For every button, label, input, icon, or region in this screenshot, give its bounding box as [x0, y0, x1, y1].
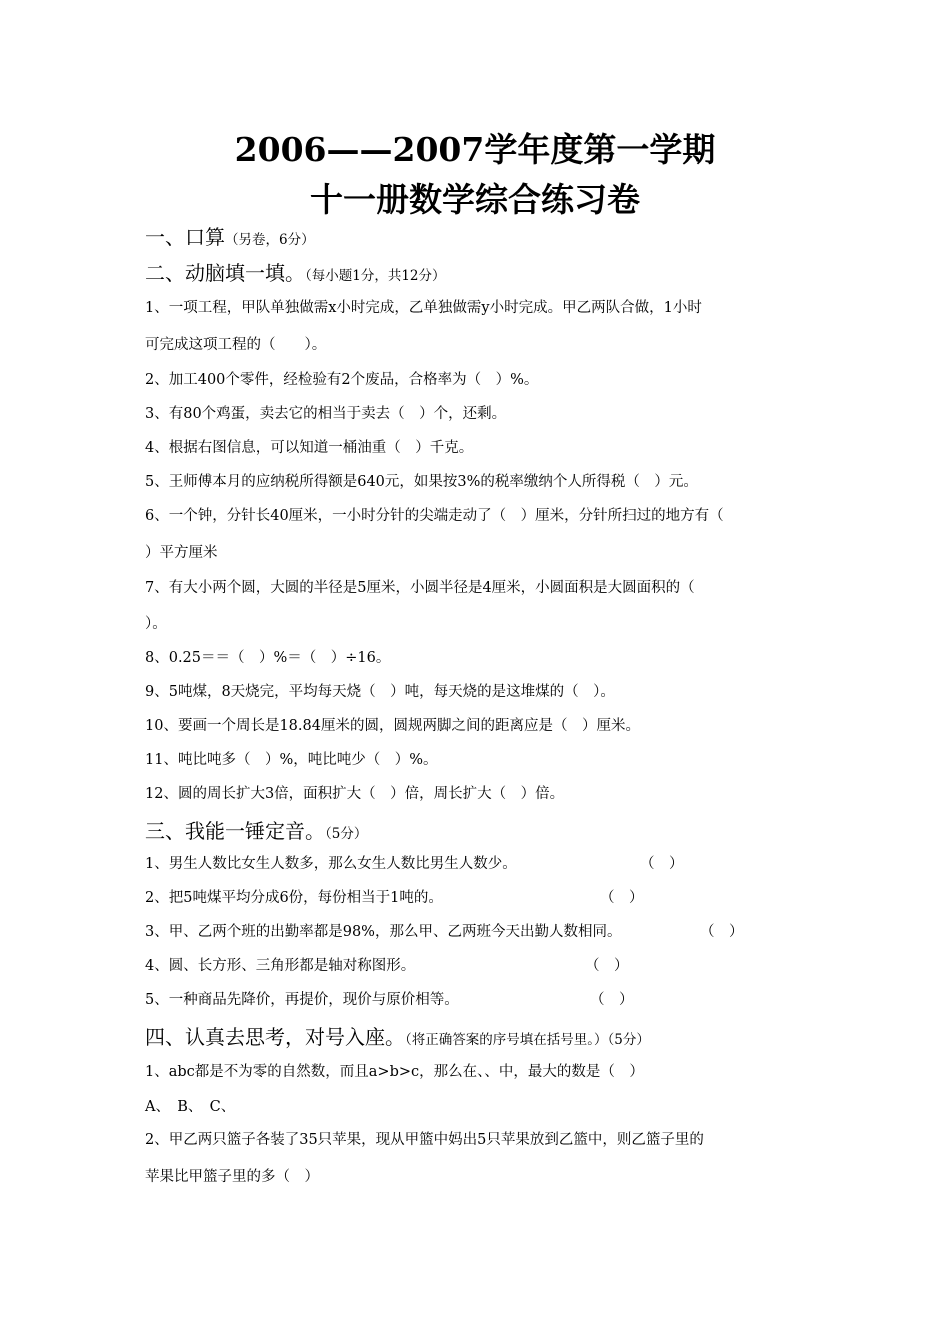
section-3-heading — [145, 818, 367, 847]
answer-parentheses: （ ） — [700, 924, 744, 940]
section-4-note: （将正确答案的序号填在括号里。）（5分） — [405, 1032, 650, 1048]
section-1-title: 一、口算 — [145, 225, 225, 249]
section-3-note: （5分） — [325, 826, 368, 842]
section-2-heading — [145, 260, 446, 289]
question-line: ）。 — [145, 616, 167, 632]
question-line: 1、一项工程，甲队单独做需x小时完成，乙单独做需y小时完成。甲乙两队合做，1小时 — [145, 300, 702, 316]
section-1-heading — [145, 224, 315, 253]
judgement-line: 1、男生人数比女生人数多，那么女生人数比男生人数少。 — [145, 856, 517, 872]
judgement-line: 2、把5吨煤平均分成6份，每份相当于1吨的。 — [145, 890, 443, 906]
judgement-line: 3、甲、乙两个班的出勤率都是98%，那么甲、乙两班今天出勤人数相同。 — [145, 924, 622, 940]
question-line: 5、王师傅本月的应纳税所得额是640元，如果按3%的税率缴纳个人所得税（ ）元。 — [145, 474, 698, 490]
choice-options: A、 B、 C、 — [145, 1099, 236, 1115]
section-2-note: （每小题1分，共12分） — [305, 268, 446, 284]
title-line-1: 2006——2007学年度第一学期 — [234, 130, 716, 169]
question-line: 3、有80个鸡蛋，卖去它的相当于卖去（ ）个，还剩。 — [145, 406, 507, 422]
section-2-title: 二、动脑填一填。 — [145, 261, 305, 285]
answer-parentheses: （ ） — [590, 992, 634, 1008]
answer-parentheses: （ ） — [585, 958, 629, 974]
question-line: 6、一个钟，分针长40厘米，一小时分针的尖端走动了（ ）厘米，分针所扫过的地方有（ — [145, 508, 724, 524]
question-line: 12、圆的周长扩大3倍，面积扩大（ ）倍，周长扩大（ ）倍。 — [145, 786, 565, 802]
question-line: 10、要画一个周长是18.84厘米的圆，圆规两脚之间的距离应是（ ）厘米。 — [145, 718, 640, 734]
question-line: 2、加工400个零件，经检验有2个废品，合格率为（ ）%。 — [145, 372, 539, 388]
question-line: 7、有大小两个圆，大圆的半径是5厘米，小圆半径是4厘米，小圆面积是大圆面积的（ — [145, 580, 695, 596]
answer-parentheses: （ ） — [640, 856, 684, 872]
question-line: 4、根据右图信息，可以知道一桶油重（ ）千克。 — [145, 440, 474, 456]
question-line: ）平方厘米 — [145, 545, 218, 561]
choice-question-line: 2、甲乙两只篮子各装了35只苹果，现从甲篮中妈出5只苹果放到乙篮中，则乙篮子里的 — [145, 1132, 704, 1148]
question-line: 可完成这项工程的（ ）。 — [145, 337, 327, 353]
judgement-line: 5、一种商品先降价，再提价，现价与原价相等。 — [145, 992, 459, 1008]
question-line: 11、吨比吨多（ ）%，吨比吨少（ ）%。 — [145, 752, 438, 768]
section-3-title: 三、我能一锤定音。 — [145, 819, 325, 843]
section-1-note: （另卷，6分） — [225, 232, 315, 248]
choice-question-line: 1、abc都是不为零的自然数，而且a>b>c，那么在、、中，最大的数是（ ） — [145, 1064, 644, 1080]
answer-parentheses: （ ） — [600, 890, 644, 906]
section-4-title: 四、认真去思考，对号入座。 — [145, 1025, 405, 1049]
choice-question-line: 苹果比甲篮子里的多（ ） — [145, 1169, 319, 1185]
title-line-2: 十一册数学综合练习卷 — [310, 180, 640, 219]
judgement-line: 4、圆、长方形、三角形都是轴对称图形。 — [145, 958, 416, 974]
section-4-heading — [145, 1024, 650, 1053]
question-line: 9、5吨煤，8天烧完，平均每天烧（ ）吨，每天烧的是这堆煤的（ ）。 — [145, 684, 615, 700]
question-line: 8、0.25＝＝（ ）%＝（ ）÷16。 — [145, 650, 391, 666]
